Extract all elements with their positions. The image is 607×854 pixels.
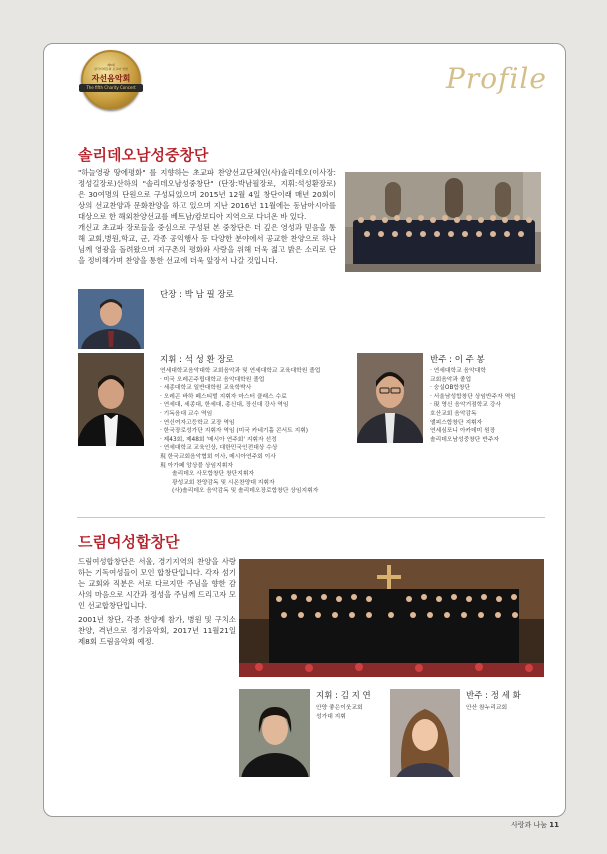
womens-conductor-portrait — [239, 689, 310, 777]
section2-paragraph1: 드림여성합창단은 서울, 경기지역의 찬양을 사랑하는 기독여성들이 모인 합창단입니다. 각자 섬기는 교회와 직분은 서로 다르지만 주님을 향한 감사의 마음으로 시간과 정성을 주님께 드리고자 모인 선교합창단입니다. — [78, 557, 236, 610]
bio-line: 솔리데오 사모합창단 창단지휘자 — [172, 471, 255, 478]
footer-text: 사랑과 나눔 — [511, 821, 548, 829]
bio-line: 솔리데오남성중창단 반주자 — [430, 436, 500, 443]
womens-accompanist-portrait — [390, 689, 460, 777]
emblem-line1: 제5회 — [107, 63, 115, 67]
conductor-label: 지휘 : 석 성 환 장로 — [160, 355, 234, 365]
bio-line: 연세심포니 아카데미 원장 — [430, 428, 496, 435]
womens-accompanist-bio — [466, 704, 556, 713]
bio-line: 교회음악과 졸업 — [430, 376, 472, 383]
emblem-line2: 한국미래문화 초교파 연합 — [94, 67, 128, 71]
accompanist-portrait — [357, 353, 423, 443]
conductor-bio — [160, 367, 360, 496]
womens-conductor-label: 지휘 : 김 지 연 — [316, 691, 371, 701]
bio-line: · 기독음대 교수 역임 — [160, 410, 213, 417]
conductor-portrait — [78, 353, 144, 446]
bio-line: · 연세대학교 음악대학 — [430, 368, 486, 374]
section2-title: 드림여성합창단 — [78, 533, 180, 551]
leader-portrait — [78, 289, 144, 349]
womens-choir-photo — [239, 559, 544, 677]
bio-line: · 한국장로성가단 지휘자 역임 (미국 카네기홀 콘서트 지휘) — [160, 428, 309, 435]
bio-line: · 미국 오레곤주립대학교 음악대학원 졸업 — [160, 376, 265, 383]
womens-accompanist-label: 반주 : 정 세 화 — [466, 691, 521, 701]
profile-heading: Profile — [446, 62, 547, 95]
bio-line: · 연세대, 세종대, 한세대, 총신대, 장신대 강사 역임 — [160, 402, 289, 409]
accompanist-label: 반주 : 이 주 봉 — [430, 355, 485, 365]
section1-paragraph: "하늘영광 땅에평화" 를 지향하는 초교파 찬양선교단체인(사)솔리데오(이사장:정성길장로)산하의 "솔리데오남성중창단" (단장:박남필장로, 지휘:석성환장로)은 30여명의 단원으로 구성되었으며 2015년 12월 4일 창단이래 매년 20회이상의 선교찬양과 문화찬양을 하고 있으며 지난 2016년 11월에는 동남아시아를 대상으로 한 해외찬양선교를 베트남/캄보디아 지역으로 다녀온 바 있다. 개신교 초교파 장로들을 중심으로 구성된 본 중창단은 더 깊은 영성과 믿음을 통해 교회,병원,학교, 군, 각종 공익행사 등 다양한 분야에서 공교한 찬양으로 하나님께 영광을 돌려왔으며 지구촌의 평화와 사랑을 위해 더욱 젊고 밝은 소리로 단을 정비해가며 찬양을 통한 선교에 더욱 앞장서 나갈 것입니다. — [78, 168, 336, 265]
bio-line: 연세대학교음악대학 교회음악과 및 연세대학교 교육대학원 졸업 — [160, 368, 321, 374]
section2-paragraph2: 2001년 창단, 각종 찬양제 참가, 병원 및 구치소 찬양, 격년으로 정기음악회, 2017년 11월21일 제8회 드림음악회 예정. — [78, 615, 236, 646]
bio-line: · 연신여자고등학교 교장 역임 — [160, 419, 235, 426]
bio-line: 앨피스합창단 지휘자 — [430, 419, 483, 426]
bio-line: 안양 좋은이웃교회 — [316, 705, 363, 711]
bio-line: 호산교회 음악감독 — [430, 410, 477, 417]
bio-line: · 숭실OB합창단 — [430, 385, 471, 392]
leader-label: 단장 : 박 남 필 장로 — [160, 290, 234, 300]
bio-line: · 제43회, 제48회 '메시아 연주회' 지휘자 선정 — [160, 436, 277, 443]
bio-line: · 연세대학교 교육인상, 대한민국인전대상 수상 — [160, 445, 278, 452]
concert-emblem-logo — [81, 50, 141, 110]
bio-line: 現 아가페 앙상블 상임지휘자 — [160, 462, 233, 469]
bio-line: · 서울남성합창단 상임반주자 역임 — [430, 393, 516, 400]
bio-line: 現 한국교회음악협회 이사, 메시아연주회 이사 — [160, 453, 276, 460]
bio-line: 안산 참누리교회 — [466, 705, 508, 711]
brochure-page — [43, 43, 566, 817]
bio-line: (사)솔리데오 음악감독 및 솔리데오장로합창단 상임지휘자 — [172, 488, 319, 495]
emblem-band: The fifth Charity Concert — [79, 84, 143, 92]
accompanist-bio — [430, 367, 560, 444]
bio-line: 광성교회 찬양감독 및 시온찬양대 지휘자 — [172, 479, 275, 486]
bio-line: 성가대 지휘 — [316, 713, 346, 720]
bio-line: · 現 영신 음악거점학교 강사 — [430, 402, 502, 409]
bio-line: · 세종대학교 일반대학원 교육학박사 — [160, 385, 252, 392]
emblem-main: 자선음악회 — [91, 74, 131, 83]
page-number: 11 — [549, 821, 560, 829]
mens-choir-photo — [345, 172, 541, 272]
section1-title: 솔리데오남성중창단 — [78, 146, 209, 164]
section-divider — [77, 517, 545, 518]
bio-line: · 오레곤 바하 페스티벌 지휘자 마스터 클래스 수료 — [160, 393, 287, 400]
page-footer — [511, 820, 559, 830]
